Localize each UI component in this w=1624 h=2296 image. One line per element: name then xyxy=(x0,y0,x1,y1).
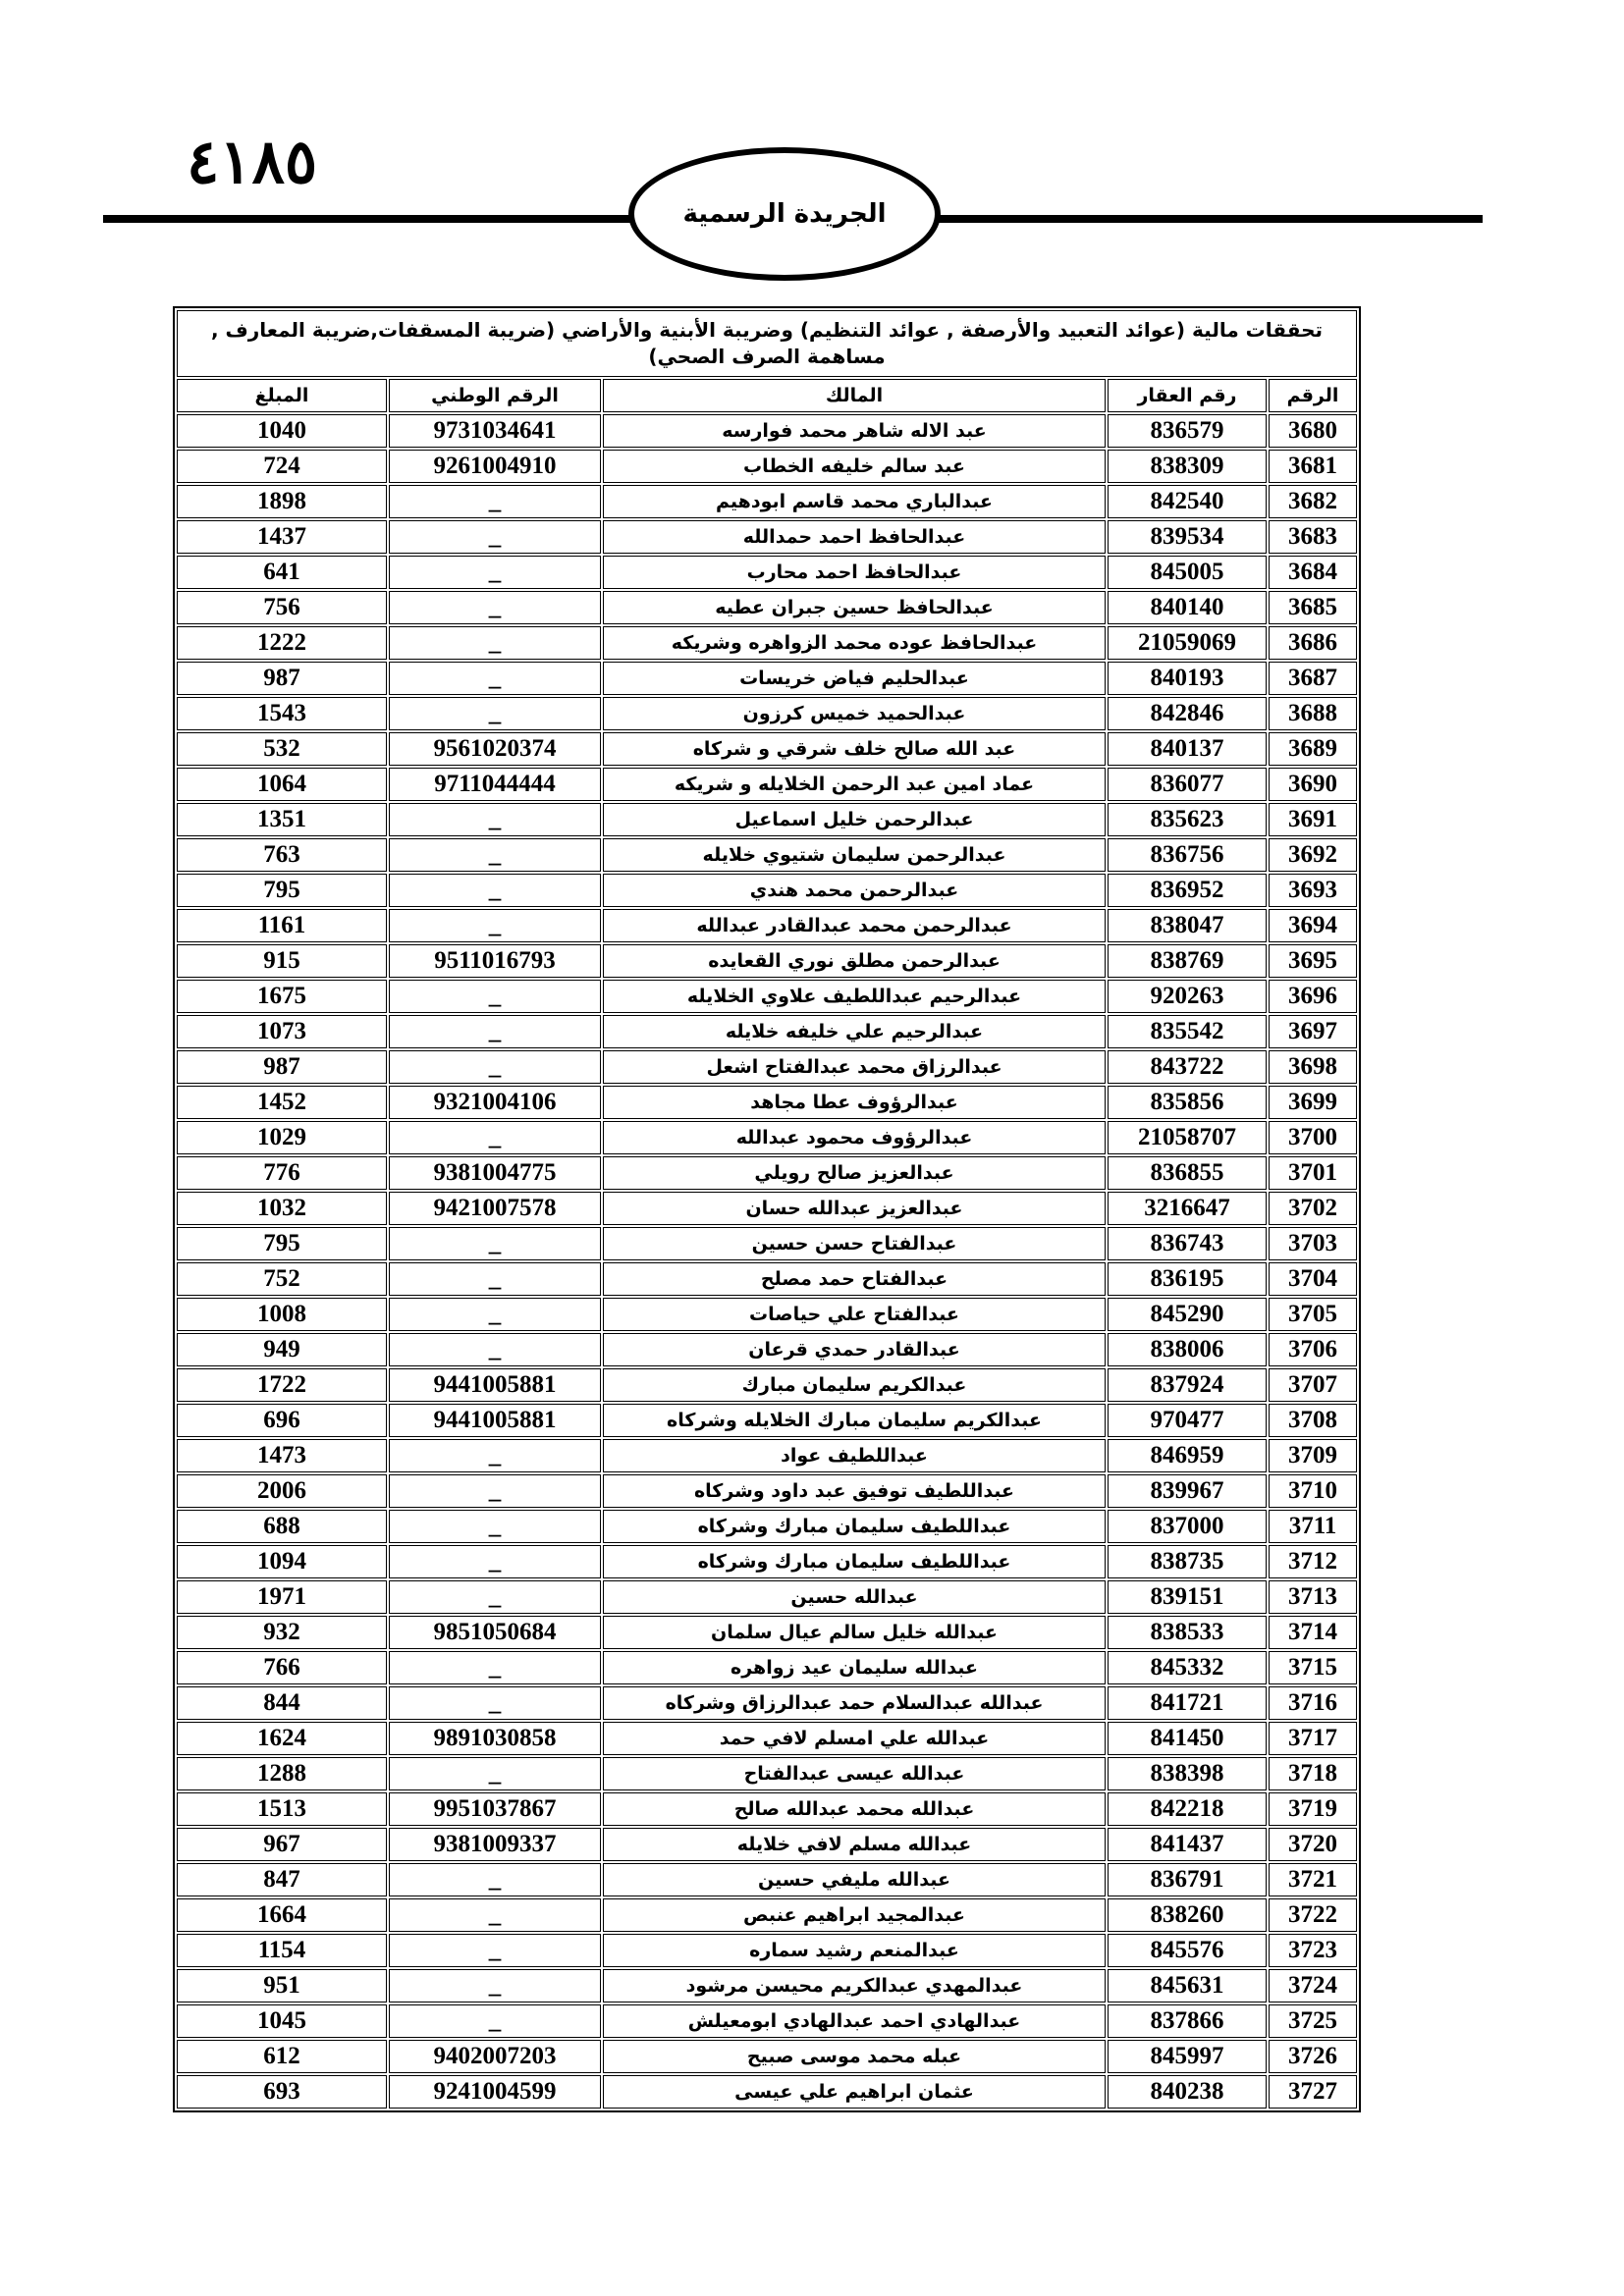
property-number: 920263 xyxy=(1108,980,1267,1013)
gazette-masthead xyxy=(628,147,941,281)
amount: 2006 xyxy=(177,1474,387,1508)
row-number: 3720 xyxy=(1269,1828,1357,1861)
row-number: 3683 xyxy=(1269,520,1357,554)
owner-name: عبدالله علي امسلم لافي حمد xyxy=(603,1722,1106,1755)
owner-name: عبدالفتاح حسن حسين xyxy=(603,1227,1106,1260)
table-row xyxy=(177,874,1357,907)
owner-name: عبد سالم خليفه الخطاب xyxy=(603,450,1106,483)
owner-name: عبدالله مليفي حسين xyxy=(603,1863,1106,1896)
row-number: 3693 xyxy=(1269,874,1357,907)
property-number: 843722 xyxy=(1108,1050,1267,1084)
owner-name: عبدالله مسلم لافي خلايله xyxy=(603,1828,1106,1861)
amount: 1073 xyxy=(177,1015,387,1048)
table-row xyxy=(177,1934,1357,1967)
table-row xyxy=(177,1510,1357,1543)
amount: 766 xyxy=(177,1651,387,1684)
amount: 696 xyxy=(177,1404,387,1437)
property-number: 835542 xyxy=(1108,1015,1267,1048)
amount: 844 xyxy=(177,1686,387,1720)
amount: 949 xyxy=(177,1333,387,1366)
amount: 1543 xyxy=(177,697,387,730)
row-number: 3689 xyxy=(1269,732,1357,766)
property-number: 836855 xyxy=(1108,1156,1267,1190)
row-number: 3725 xyxy=(1269,2004,1357,2038)
property-number: 838006 xyxy=(1108,1333,1267,1366)
property-number: 840238 xyxy=(1108,2075,1267,2109)
owner-name: عبدالعزيز صالح رويلي xyxy=(603,1156,1106,1190)
amount: 1351 xyxy=(177,803,387,836)
amount: 951 xyxy=(177,1969,387,2002)
amount: 795 xyxy=(177,1227,387,1260)
property-number: 839534 xyxy=(1108,520,1267,554)
row-number: 3682 xyxy=(1269,485,1357,518)
owner-name: عبدالرحمن خليل اسماعيل xyxy=(603,803,1106,836)
owner-name: عماد امين عبد الرحمن الخلايله و شريكه xyxy=(603,768,1106,801)
property-number: 838769 xyxy=(1108,944,1267,978)
owner-name: عبدالله خليل سالم عيال سلمان xyxy=(603,1616,1106,1649)
owner-name: عبدالباري محمد قاسم ابودهيم xyxy=(603,485,1106,518)
table-row xyxy=(177,1086,1357,1119)
national-id: 9441005881 xyxy=(389,1404,601,1437)
row-number: 3684 xyxy=(1269,556,1357,589)
table-row xyxy=(177,591,1357,624)
national-id: 9891030858 xyxy=(389,1722,601,1755)
national-id: _ xyxy=(389,1651,601,1684)
amount: 1624 xyxy=(177,1722,387,1755)
property-number: 836077 xyxy=(1108,768,1267,801)
owner-name: عبدالرحيم عبداللطيف علاوي الخلايله xyxy=(603,980,1106,1013)
national-id: _ xyxy=(389,662,601,695)
table-row xyxy=(177,2040,1357,2073)
property-number: 842218 xyxy=(1108,1792,1267,1826)
gazette-title: الجريدة الرسمية xyxy=(682,199,887,229)
table-row xyxy=(177,1439,1357,1472)
table-row xyxy=(177,909,1357,942)
table-row xyxy=(177,1474,1357,1508)
national-id: 9261004910 xyxy=(389,450,601,483)
national-id: _ xyxy=(389,1474,601,1508)
row-number: 3691 xyxy=(1269,803,1357,836)
property-number: 836952 xyxy=(1108,874,1267,907)
amount: 752 xyxy=(177,1262,387,1296)
table-row xyxy=(177,803,1357,836)
table-row xyxy=(177,838,1357,872)
col-header-number: الرقم xyxy=(1269,379,1357,412)
owner-name: عبدالله سليمان عيد زواهره xyxy=(603,1651,1106,1684)
amount: 932 xyxy=(177,1616,387,1649)
national-id: _ xyxy=(389,1934,601,1967)
national-id: 9511016793 xyxy=(389,944,601,978)
national-id: _ xyxy=(389,1050,601,1084)
financial-dues-table xyxy=(173,306,1361,2112)
amount: 1032 xyxy=(177,1192,387,1225)
national-id: 9951037867 xyxy=(389,1792,601,1826)
owner-name: عبد الله صالح خلف شرقي و شركاه xyxy=(603,732,1106,766)
owner-name: عبداللطيف توفيق عبد داود وشركاه xyxy=(603,1474,1106,1508)
owner-name: عبدالمنعم رشيد سماره xyxy=(603,1934,1106,1967)
property-number: 841437 xyxy=(1108,1828,1267,1861)
property-number: 839967 xyxy=(1108,1474,1267,1508)
national-id: _ xyxy=(389,1863,601,1896)
amount: 1513 xyxy=(177,1792,387,1826)
amount: 1452 xyxy=(177,1086,387,1119)
property-number: 838533 xyxy=(1108,1616,1267,1649)
property-number: 838260 xyxy=(1108,1898,1267,1932)
property-number: 837000 xyxy=(1108,1510,1267,1543)
table-row xyxy=(177,1404,1357,1437)
table-row xyxy=(177,1298,1357,1331)
property-number: 970477 xyxy=(1108,1404,1267,1437)
col-header-amount: المبلغ xyxy=(177,379,387,412)
national-id: 9381004775 xyxy=(389,1156,601,1190)
table-row xyxy=(177,1580,1357,1614)
row-number: 3696 xyxy=(1269,980,1357,1013)
table-row xyxy=(177,1828,1357,1861)
amount: 756 xyxy=(177,591,387,624)
amount: 641 xyxy=(177,556,387,589)
national-id: _ xyxy=(389,697,601,730)
amount: 1722 xyxy=(177,1368,387,1402)
row-number: 3707 xyxy=(1269,1368,1357,1402)
amount: 1045 xyxy=(177,2004,387,2038)
table-row xyxy=(177,450,1357,483)
owner-name: عبدالله حسين xyxy=(603,1580,1106,1614)
national-id: _ xyxy=(389,1969,601,2002)
amount: 1094 xyxy=(177,1545,387,1578)
national-id: _ xyxy=(389,1898,601,1932)
row-number: 3714 xyxy=(1269,1616,1357,1649)
row-number: 3700 xyxy=(1269,1121,1357,1154)
amount: 987 xyxy=(177,1050,387,1084)
table-row xyxy=(177,1545,1357,1578)
table-row xyxy=(177,1262,1357,1296)
table-row xyxy=(177,1722,1357,1755)
amount: 1161 xyxy=(177,909,387,942)
owner-name: عبدالحميد خميس كرزون xyxy=(603,697,1106,730)
owner-name: عبدالقادر حمدي قرعان xyxy=(603,1333,1106,1366)
owner-name: عبدالحافظ عوده محمد الزواهره وشريكه xyxy=(603,626,1106,660)
table-row xyxy=(177,1121,1357,1154)
owner-name: عبدالكريم سليمان مبارك xyxy=(603,1368,1106,1402)
table-row xyxy=(177,1863,1357,1896)
property-number: 837866 xyxy=(1108,2004,1267,2038)
table-row xyxy=(177,697,1357,730)
amount: 532 xyxy=(177,732,387,766)
table-row xyxy=(177,520,1357,554)
row-number: 3686 xyxy=(1269,626,1357,660)
owner-name: عبدالحافظ احمد محارب xyxy=(603,556,1106,589)
row-number: 3719 xyxy=(1269,1792,1357,1826)
owner-name: عبدالرؤوف محمود عبدالله xyxy=(603,1121,1106,1154)
owner-name: عبدالعزيز عبدالله حسان xyxy=(603,1192,1106,1225)
row-number: 3709 xyxy=(1269,1439,1357,1472)
row-number: 3711 xyxy=(1269,1510,1357,1543)
amount: 1040 xyxy=(177,414,387,448)
table-row xyxy=(177,556,1357,589)
owner-name: عبدالحليم فياض خريسات xyxy=(603,662,1106,695)
property-number: 836791 xyxy=(1108,1863,1267,1896)
owner-name: عبدالرحمن محمد هندي xyxy=(603,874,1106,907)
owner-name: عبدالرزاق محمد عبدالفتاح اشعل xyxy=(603,1050,1106,1084)
amount: 987 xyxy=(177,662,387,695)
property-number: 842846 xyxy=(1108,697,1267,730)
owner-name: عبدالمجيد ابراهيم عنبص xyxy=(603,1898,1106,1932)
table-caption: تحققات مالية (عوائد التعبيد والأرصفة , عوائد التنظيم) وضريبة الأبنية والأراضي (ضريبة المسقفات,ضريبة المعارف , مساهمة الصرف الصحي) xyxy=(177,310,1357,377)
row-number: 3726 xyxy=(1269,2040,1357,2073)
amount: 1029 xyxy=(177,1121,387,1154)
property-number: 840137 xyxy=(1108,732,1267,766)
owner-name: عبد الاله شاهر محمد فوارسه xyxy=(603,414,1106,448)
owner-name: عثمان ابراهيم علي عيسى xyxy=(603,2075,1106,2109)
owner-name: عبدالفتاح علي حياصات xyxy=(603,1298,1106,1331)
table-row xyxy=(177,2004,1357,2038)
table-row xyxy=(177,1969,1357,2002)
table-row xyxy=(177,485,1357,518)
amount: 1898 xyxy=(177,485,387,518)
national-id: _ xyxy=(389,556,601,589)
row-number: 3688 xyxy=(1269,697,1357,730)
table-row xyxy=(177,2075,1357,2109)
national-id: _ xyxy=(389,1298,601,1331)
row-number: 3723 xyxy=(1269,1934,1357,1967)
row-number: 3680 xyxy=(1269,414,1357,448)
owner-name: عبدالرحمن محمد عبدالقادر عبدالله xyxy=(603,909,1106,942)
table-row xyxy=(177,1015,1357,1048)
owner-name: عبدالحافظ حسين جبران عطيه xyxy=(603,591,1106,624)
national-id: _ xyxy=(389,1510,601,1543)
property-number: 845005 xyxy=(1108,556,1267,589)
property-number: 835856 xyxy=(1108,1086,1267,1119)
row-number: 3713 xyxy=(1269,1580,1357,1614)
owner-name: عبدالله عيسى عبدالفتاح xyxy=(603,1757,1106,1790)
table-row xyxy=(177,1050,1357,1084)
owner-name: عبدالمهدي عبدالكريم محيسن مرشود xyxy=(603,1969,1106,2002)
amount: 1473 xyxy=(177,1439,387,1472)
row-number: 3690 xyxy=(1269,768,1357,801)
table-row xyxy=(177,768,1357,801)
amount: 776 xyxy=(177,1156,387,1190)
row-number: 3703 xyxy=(1269,1227,1357,1260)
owner-name: عبدالهادي احمد عبدالهادي ابومعيلش xyxy=(603,2004,1106,2038)
amount: 724 xyxy=(177,450,387,483)
property-number: 846959 xyxy=(1108,1439,1267,1472)
owner-name: عبداللطيف سليمان مبارك وشركاه xyxy=(603,1545,1106,1578)
property-number: 841721 xyxy=(1108,1686,1267,1720)
national-id: _ xyxy=(389,1333,601,1366)
table-row xyxy=(177,1156,1357,1190)
amount: 795 xyxy=(177,874,387,907)
amount: 612 xyxy=(177,2040,387,2073)
amount: 1971 xyxy=(177,1580,387,1614)
national-id: _ xyxy=(389,1015,601,1048)
row-number: 3701 xyxy=(1269,1156,1357,1190)
owner-name: عبدالفتاح حمد مصلح xyxy=(603,1262,1106,1296)
national-id: _ xyxy=(389,485,601,518)
property-number: 836195 xyxy=(1108,1262,1267,1296)
national-id: 9851050684 xyxy=(389,1616,601,1649)
national-id: _ xyxy=(389,2004,601,2038)
owner-name: عبدالرؤوف عطا مجاهد xyxy=(603,1086,1106,1119)
amount: 915 xyxy=(177,944,387,978)
table-row xyxy=(177,1368,1357,1402)
row-number: 3702 xyxy=(1269,1192,1357,1225)
row-number: 3692 xyxy=(1269,838,1357,872)
national-id: _ xyxy=(389,874,601,907)
national-id: 9711044444 xyxy=(389,768,601,801)
national-id: _ xyxy=(389,591,601,624)
row-number: 3708 xyxy=(1269,1404,1357,1437)
national-id: _ xyxy=(389,1757,601,1790)
amount: 1222 xyxy=(177,626,387,660)
amount: 1154 xyxy=(177,1934,387,1967)
amount: 1008 xyxy=(177,1298,387,1331)
row-number: 3704 xyxy=(1269,1262,1357,1296)
property-number: 839151 xyxy=(1108,1580,1267,1614)
row-number: 3717 xyxy=(1269,1722,1357,1755)
national-id: _ xyxy=(389,1686,601,1720)
row-number: 3718 xyxy=(1269,1757,1357,1790)
national-id: 9731034641 xyxy=(389,414,601,448)
amount: 967 xyxy=(177,1828,387,1861)
table-row xyxy=(177,1898,1357,1932)
owner-name: عبدالرحمن مطلق نوري القعايده xyxy=(603,944,1106,978)
national-id: _ xyxy=(389,520,601,554)
row-number: 3710 xyxy=(1269,1474,1357,1508)
national-id: 9402007203 xyxy=(389,2040,601,2073)
row-number: 3697 xyxy=(1269,1015,1357,1048)
table-row xyxy=(177,414,1357,448)
national-id: 9421007578 xyxy=(389,1192,601,1225)
property-number: 21059069 xyxy=(1108,626,1267,660)
national-id: 9381009337 xyxy=(389,1828,601,1861)
table-row xyxy=(177,1757,1357,1790)
col-header-national-id: الرقم الوطني xyxy=(389,379,601,412)
property-number: 836743 xyxy=(1108,1227,1267,1260)
row-number: 3694 xyxy=(1269,909,1357,942)
table-row xyxy=(177,626,1357,660)
amount: 1437 xyxy=(177,520,387,554)
national-id: _ xyxy=(389,1580,601,1614)
amount: 1064 xyxy=(177,768,387,801)
table-row xyxy=(177,662,1357,695)
property-number: 835623 xyxy=(1108,803,1267,836)
owner-name: عبدالله عبدالسلام حمد عبدالرزاق وشركاه xyxy=(603,1686,1106,1720)
row-number: 3706 xyxy=(1269,1333,1357,1366)
col-header-property-number: رقم العقار xyxy=(1108,379,1267,412)
property-number: 838398 xyxy=(1108,1757,1267,1790)
amount: 693 xyxy=(177,2075,387,2109)
property-number: 836579 xyxy=(1108,414,1267,448)
property-number: 838047 xyxy=(1108,909,1267,942)
row-number: 3699 xyxy=(1269,1086,1357,1119)
national-id: _ xyxy=(389,803,601,836)
owner-name: عبداللطيف عواد xyxy=(603,1439,1106,1472)
owner-name: عبدالحافظ احمد حمدالله xyxy=(603,520,1106,554)
owner-name: عبله محمد موسى صبيح xyxy=(603,2040,1106,2073)
property-number: 845576 xyxy=(1108,1934,1267,1967)
national-id: _ xyxy=(389,909,601,942)
property-number: 845631 xyxy=(1108,1969,1267,2002)
owner-name: عبدالرحيم علي خليفه خلايله xyxy=(603,1015,1106,1048)
row-number: 3712 xyxy=(1269,1545,1357,1578)
national-id: 9441005881 xyxy=(389,1368,601,1402)
page-number: ٤١٨٥ xyxy=(187,126,318,197)
property-number: 838309 xyxy=(1108,450,1267,483)
national-id: _ xyxy=(389,1121,601,1154)
col-header-owner: المالك xyxy=(603,379,1106,412)
table-header-row xyxy=(177,379,1357,412)
national-id: _ xyxy=(389,1262,601,1296)
row-number: 3681 xyxy=(1269,450,1357,483)
national-id: _ xyxy=(389,1545,601,1578)
national-id: _ xyxy=(389,980,601,1013)
amount: 1288 xyxy=(177,1757,387,1790)
property-number: 840193 xyxy=(1108,662,1267,695)
national-id: 9241004599 xyxy=(389,2075,601,2109)
table-row xyxy=(177,1227,1357,1260)
property-number: 3216647 xyxy=(1108,1192,1267,1225)
table-row xyxy=(177,1686,1357,1720)
row-number: 3685 xyxy=(1269,591,1357,624)
national-id: _ xyxy=(389,1439,601,1472)
property-number: 845332 xyxy=(1108,1651,1267,1684)
table-row xyxy=(177,1192,1357,1225)
table-row xyxy=(177,1792,1357,1826)
property-number: 840140 xyxy=(1108,591,1267,624)
amount: 1664 xyxy=(177,1898,387,1932)
national-id: _ xyxy=(389,838,601,872)
table-row xyxy=(177,1651,1357,1684)
row-number: 3722 xyxy=(1269,1898,1357,1932)
table-row xyxy=(177,732,1357,766)
row-number: 3698 xyxy=(1269,1050,1357,1084)
table-row xyxy=(177,1616,1357,1649)
owner-name: عبدالرحمن سليمان شتيوي خلايله xyxy=(603,838,1106,872)
national-id: _ xyxy=(389,1227,601,1260)
owner-name: عبدالله محمد عبدالله صالح xyxy=(603,1792,1106,1826)
amount: 763 xyxy=(177,838,387,872)
property-number: 837924 xyxy=(1108,1368,1267,1402)
row-number: 3724 xyxy=(1269,1969,1357,2002)
table-row xyxy=(177,944,1357,978)
national-id: _ xyxy=(389,626,601,660)
national-id: 9321004106 xyxy=(389,1086,601,1119)
amount: 1675 xyxy=(177,980,387,1013)
property-number: 845290 xyxy=(1108,1298,1267,1331)
row-number: 3716 xyxy=(1269,1686,1357,1720)
row-number: 3721 xyxy=(1269,1863,1357,1896)
national-id: 9561020374 xyxy=(389,732,601,766)
property-number: 845997 xyxy=(1108,2040,1267,2073)
property-number: 842540 xyxy=(1108,485,1267,518)
amount: 688 xyxy=(177,1510,387,1543)
table-row xyxy=(177,1333,1357,1366)
property-number: 836756 xyxy=(1108,838,1267,872)
row-number: 3727 xyxy=(1269,2075,1357,2109)
row-number: 3695 xyxy=(1269,944,1357,978)
table-row xyxy=(177,980,1357,1013)
owner-name: عبداللطيف سليمان مبارك وشركاه xyxy=(603,1510,1106,1543)
property-number: 21058707 xyxy=(1108,1121,1267,1154)
row-number: 3715 xyxy=(1269,1651,1357,1684)
row-number: 3705 xyxy=(1269,1298,1357,1331)
property-number: 841450 xyxy=(1108,1722,1267,1755)
amount: 847 xyxy=(177,1863,387,1896)
row-number: 3687 xyxy=(1269,662,1357,695)
property-number: 838735 xyxy=(1108,1545,1267,1578)
owner-name: عبدالكريم سليمان مبارك الخلايله وشركاه xyxy=(603,1404,1106,1437)
